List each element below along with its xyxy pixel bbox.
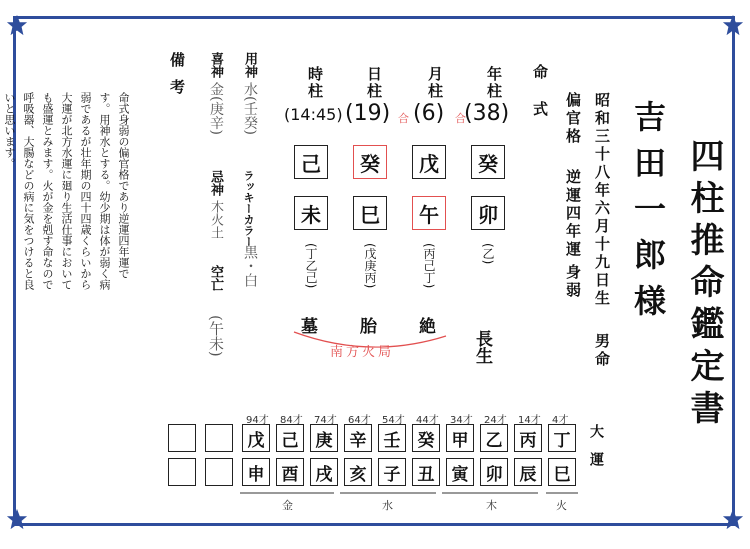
branch-year: 卯 (471, 196, 505, 230)
stage-month: 絶 (419, 317, 436, 337)
luck-empty-box (168, 424, 196, 452)
luck-stem: 丙 (514, 424, 542, 452)
remarks-label: 備考 (168, 52, 186, 106)
star-icon (722, 14, 744, 36)
favorable-god-label: 喜神 (208, 52, 223, 78)
branch-day: 巳 (353, 196, 387, 230)
luck-age: 44才 (416, 415, 439, 426)
luck-age: 4才 (552, 415, 569, 426)
luck-age: 24才 (484, 415, 507, 426)
element-group-label: 火 (556, 499, 567, 512)
star-icon (722, 508, 744, 530)
element-group-label: 水 (382, 499, 393, 512)
combine-mark: 合 (398, 112, 409, 125)
branch-hour: 未 (294, 196, 328, 230)
luck-stem: 甲 (446, 424, 474, 452)
luck-empty-box (205, 458, 233, 486)
luck-branch: 卯 (480, 458, 508, 486)
branch-month: 午 (412, 196, 446, 230)
luck-branch: 亥 (344, 458, 372, 486)
star-icon (6, 14, 28, 36)
pillar-age-year: (38) (464, 101, 510, 126)
luck-stem: 辛 (344, 424, 372, 452)
pillar-label-month: 月柱 (426, 66, 444, 100)
major-luck-label: 大運 (588, 424, 604, 480)
luck-direction: 逆運四年運 (564, 169, 582, 259)
luck-branch: 申 (242, 458, 270, 486)
element-group-label: 金 (282, 499, 293, 512)
luck-branch: 辰 (514, 458, 542, 486)
luck-age: 64才 (348, 415, 371, 426)
luck-stem: 丁 (548, 424, 576, 452)
hidden-stems-hour: (丁乙己) (304, 243, 318, 289)
luck-branch: 丑 (412, 458, 440, 486)
luck-stem: 壬 (378, 424, 406, 452)
stem-hour: 己 (294, 145, 328, 179)
luck-branch: 子 (378, 458, 406, 486)
void-label: 空亡 (208, 265, 223, 291)
luck-branch: 戌 (310, 458, 338, 486)
stem-month: 戊 (412, 145, 446, 179)
luck-branch: 酉 (276, 458, 304, 486)
luck-branch: 巳 (548, 458, 576, 486)
document-title: 四柱推命鑑定書 (684, 138, 724, 432)
luck-age: 34才 (450, 415, 473, 426)
luck-branch: 寅 (446, 458, 474, 486)
luck-empty-box (205, 424, 233, 452)
useful-god-label: 用神 (242, 52, 257, 78)
luck-age: 74才 (314, 415, 337, 426)
luck-stem: 己 (276, 424, 304, 452)
stem-day: 癸 (353, 145, 387, 179)
luck-empty-box (168, 458, 196, 486)
luck-age: 14才 (518, 415, 541, 426)
favorable-god-value: 金(庚辛) (208, 82, 224, 135)
fire-combination-note: 南方火局 (330, 345, 395, 360)
pillar-age-day: (19) (345, 101, 391, 126)
gender: 男命 (593, 333, 611, 369)
void-value: (午未) (207, 315, 225, 357)
luck-age: 54才 (382, 415, 405, 426)
pillar-age-hour: (14:45) (284, 105, 343, 124)
pillar-age-month: (6) (413, 101, 445, 126)
star-icon (6, 508, 28, 530)
luck-age: 94才 (246, 415, 269, 426)
chart-pattern: 偏官格 (564, 92, 582, 146)
luck-stem: 癸 (412, 424, 440, 452)
lucky-color-label: ラッキーカラー (242, 170, 255, 247)
avoid-god-label: 忌神 (208, 170, 223, 196)
stem-year: 癸 (471, 145, 505, 179)
avoid-god-value: 木火土 (208, 200, 223, 239)
combine-mark: 合 (455, 112, 466, 125)
birth-date: 昭和三十八年六月十九日生 (593, 92, 611, 308)
body-strength: 身弱 (564, 264, 582, 300)
chart-heading: 命式 (531, 64, 549, 138)
lucky-color-value: 黒・白 (242, 245, 258, 287)
hidden-stems-year: (乙) (481, 243, 495, 265)
luck-stem: 戊 (242, 424, 270, 452)
useful-god-value: 水(壬癸) (242, 82, 258, 135)
stage-hour: 墓 (301, 317, 318, 337)
client-name: 吉田一郎様 (629, 100, 667, 330)
stage-day: 胎 (360, 317, 377, 337)
remarks-text: 命式身弱の偏官格であり逆運四年運です。用神水とする。幼少期は体が弱く病弱であるが壮年期の四十四歳くらいから大運が北方水運に廻り生活仕事においても盛運とみます。火が金を剋す命なので呼吸器、大腸などの病に気をつけると良いと思います。 (3, 92, 130, 290)
element-group-label: 木 (486, 499, 497, 512)
hidden-stems-day: (戊庚丙) (363, 243, 377, 289)
pillar-label-year: 年柱 (485, 66, 503, 100)
luck-stem: 庚 (310, 424, 338, 452)
luck-stem: 乙 (480, 424, 508, 452)
pillar-label-hour: 時柱 (306, 66, 324, 100)
hidden-stems-month: (丙己丁) (422, 243, 436, 289)
pillar-label-day: 日柱 (365, 66, 383, 100)
stage-year: 長生 (472, 330, 492, 364)
luck-age: 84才 (280, 415, 303, 426)
